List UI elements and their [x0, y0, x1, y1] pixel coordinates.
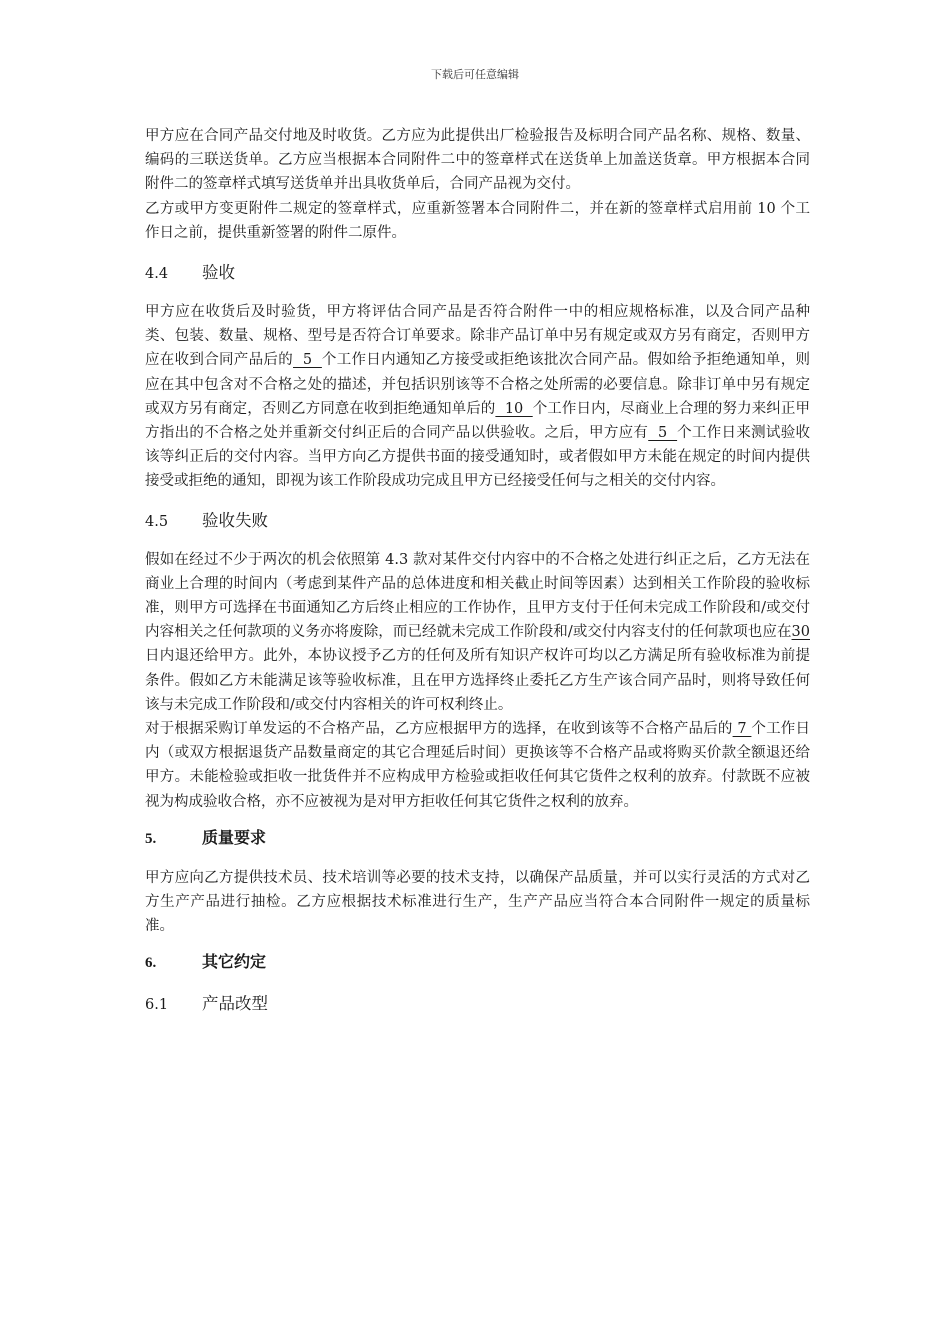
text-run: 假如在经过不少于两次的机会依照第 4.3 款对某件交付内容中的不合格之处进行纠正之后，乙方无法在商业上合理的时间内（考虑到某件产品的总体进度和相关截止时间等因素）达到相关工作阶段的验收标准，则甲方可选择在书面通知乙方后终止相应的工作协作，且甲方支付于任何未完成工作阶段和/或交付内容相关之任何款项的义务亦将废除，而已经就未完成工作阶段和/或交付内容支付的任何款项也应在	[145, 551, 810, 641]
paragraph-quality: 甲方应向乙方提供技术员、技术培训等必要的技术支持，以确保产品质量，并可以实行灵活的方式对乙方生产产品进行抽检。乙方应根据技术标准进行生产，生产产品应当符合本合同附件一规定的质量标准。	[145, 869, 810, 935]
heading-5	[145, 825, 810, 849]
section-title: 验收	[202, 263, 235, 283]
document-body	[145, 124, 810, 1031]
section-number: 6.	[145, 955, 157, 972]
page-header: 下载后可任意编辑	[431, 68, 519, 81]
paragraph-nonconforming	[145, 717, 810, 814]
section-title: 验收失败	[202, 510, 268, 530]
section-number: 6.1	[145, 997, 169, 1014]
paragraph-acceptance	[145, 300, 810, 494]
text-run: 个工作日内，尽商业上合理的努力来纠正甲方指出的不合格之处并重新交付纠正后的合同产品以供验收。之后，甲方应有	[145, 400, 811, 442]
section-title: 产品改型	[202, 994, 268, 1014]
section-title: 其它约定	[202, 952, 267, 972]
underlined-value: 7	[732, 721, 752, 738]
text-run: 对于根据采购订单发运的不合格产品，乙方应根据甲方的选择，在收到该等不合格产品后的	[145, 721, 733, 738]
heading-4-5	[145, 507, 810, 531]
text-run: 个工作日来测试验收该等纠正后的交付内容。当甲方向乙方提供书面的接受通知时，或者假如甲方未能在规定的时间内提供接受或拒绝的通知，即视为该工作阶段成功完成且甲方已经接受任何与之相关的交付内容。	[145, 425, 810, 490]
underlined-value: 5	[648, 425, 678, 442]
underlined-value: 10	[495, 400, 533, 417]
text-run: 日内退还给甲方。此外，本协议授予乙方的任何及所有知识产权许可均以乙方满足所有验收标准为前提条件。假如乙方未能满足该等验收标准，且在甲方选择终止委托乙方生产该合同产品时，则将导致任何该与未完成工作阶段和/或交付内容相关的许可权利终止。	[145, 648, 810, 713]
underlined-value: 30	[791, 624, 810, 641]
underlined-value: 5	[293, 352, 322, 369]
heading-4-4	[145, 259, 810, 283]
paragraph-acceptance-failure	[145, 548, 810, 717]
section-number: 5.	[145, 830, 157, 847]
text-run: 个工作日内通知乙方接受或拒绝该批次合同产品。假如给予拒绝通知单，则应在其中包含对不合格之处的描述，并包括识别该等不合格之处所需的必要信息。除非订单中另有规定或双方另有商定，否则乙方同意在收到拒绝通知单后的	[145, 352, 811, 417]
heading-6-1	[145, 990, 810, 1014]
paragraph-seal-change: 乙方或甲方变更附件二规定的签章样式，应重新签署本合同附件二，并在新的签章样式启用前 10 个工作日之前，提供重新签署的附件二原件。	[145, 200, 810, 241]
section-number: 4.4	[145, 266, 169, 283]
paragraph-delivery: 甲方应在合同产品交付地及时收货。乙方应为此提供出厂检验报告及标明合同产品名称、规格、数量、编码的三联送货单。乙方应当根据本合同附件二中的签章样式在送货单上加盖送货章。甲方根据本合同附件二的签章样式填写送货单并出具收货单后，合同产品视为交付。	[145, 128, 810, 193]
section-number: 4.5	[145, 513, 169, 530]
heading-6	[145, 949, 810, 973]
section-title: 质量要求	[202, 827, 267, 847]
text-run: 甲方应在收货后及时验货，甲方将评估合同产品是否符合附件一中的相应规格标准，以及合同产品种类、包装、数量、规格、型号是否符合订单要求。除非产品订单中另有规定或双方另有商定，否则甲方应在收到合同产品后的	[145, 304, 810, 369]
text-run: 个工作日内（或双方根据退货产品数量商定的其它合理延后时间）更换该等不合格产品或将购买价款全额退还给甲方。未能检验或拒收一批货件并不应构成甲方检验或拒收任何其它货件之权利的放弃。付款既不应被视为构成验收合格，亦不应被视为是对甲方拒收任何其它货件之权利的放弃。	[145, 721, 810, 810]
